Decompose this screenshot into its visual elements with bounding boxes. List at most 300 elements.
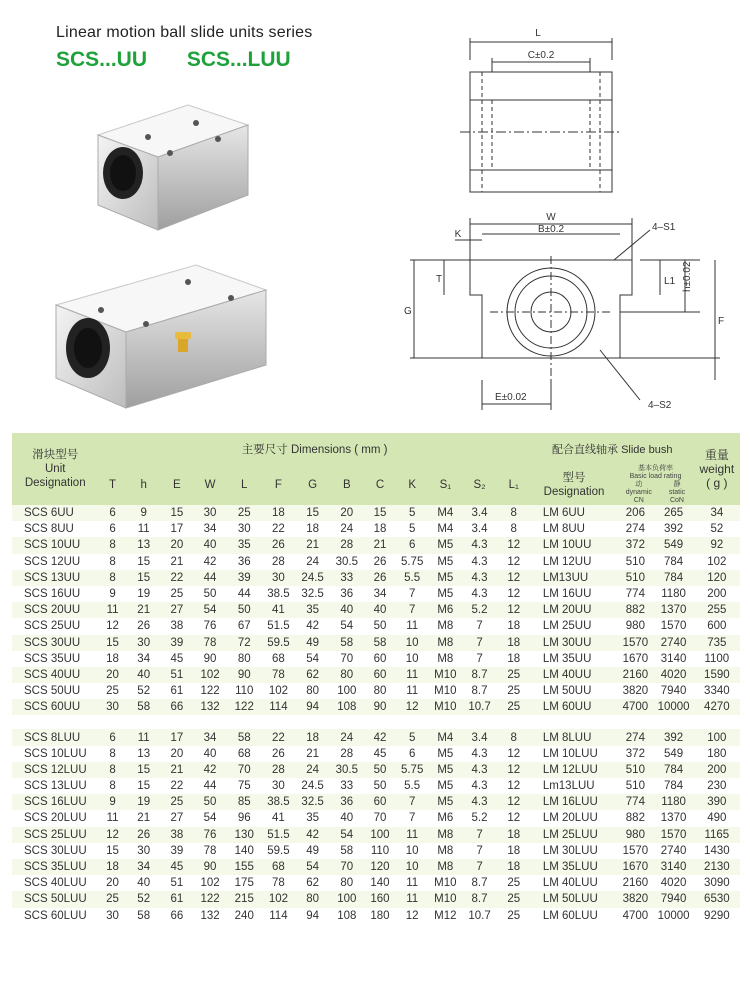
table-cell: 8.7 [462, 891, 496, 907]
label-G: G [404, 306, 412, 317]
table-cell: M8 [437, 844, 454, 857]
table-cell: 34 [137, 652, 151, 665]
table-cell: M6 [428, 602, 462, 618]
table-cell: 12 [405, 909, 419, 922]
table-cell: 6530 [694, 891, 740, 907]
table-cell: 1165 [694, 827, 740, 843]
table-cell: 100 [694, 729, 740, 745]
col-dim-0: T [98, 465, 126, 505]
table-cell: 549 [663, 747, 684, 760]
table-cell: 1570 [617, 635, 653, 651]
table-cell: 26 [261, 537, 295, 553]
table-cell: Lm13LUU [542, 780, 595, 793]
table-cell: 12 [507, 780, 521, 793]
table-cell: 35 [296, 602, 330, 618]
col-dynamic: 动 dynamic CN [625, 481, 652, 504]
table-cell: LM 60UU [531, 699, 617, 715]
table-cell: 7 [476, 620, 483, 633]
table-cell: 11 [406, 685, 419, 698]
table-cell: 4.3 [462, 762, 496, 778]
table-cell: 59.5 [267, 844, 290, 857]
col-slide-bush-header: 配合直线轴承 Slide bush [531, 433, 694, 465]
table-cell: 18 [507, 620, 521, 633]
table-cell: LM 50UU [542, 685, 592, 698]
table-cell: 215 [227, 891, 261, 907]
table-cell: 18 [497, 859, 531, 875]
table-cell: 40 [330, 602, 364, 618]
table-cell: 28 [272, 555, 285, 568]
table-cell: 49 [296, 635, 330, 651]
table-cell: 80 [373, 685, 387, 698]
table-cell: 21 [364, 537, 396, 553]
table-row [12, 505, 740, 521]
table-row [12, 859, 740, 875]
table-cell: 40 [193, 537, 227, 553]
table-cell: 3.4 [462, 729, 496, 745]
table-cell: 11 [127, 729, 161, 745]
table-cell: 108 [337, 909, 357, 922]
table-cell: 51 [161, 667, 193, 683]
table-cell: SCS 10UU [12, 537, 98, 553]
table-cell: 32.5 [296, 794, 330, 810]
table-cell: 10.7 [468, 909, 491, 922]
table-cell: 25 [497, 667, 531, 683]
table-cell: 27 [161, 602, 193, 618]
table-cell: 35 [227, 537, 261, 553]
table-cell: 21 [306, 747, 320, 760]
table-cell: 102 [200, 877, 220, 890]
table-cell: 7 [408, 588, 416, 601]
table-cell: 7940 [653, 891, 693, 907]
table-cell: 3.4 [462, 505, 496, 521]
table-cell: 51.5 [267, 620, 290, 633]
table-cell: 549 [653, 537, 693, 553]
table-row [12, 810, 740, 826]
table-cell: 15 [364, 505, 396, 521]
table-cell: LM 40LUU [542, 877, 598, 890]
table-row [12, 570, 740, 586]
table-cell: 25 [507, 685, 521, 698]
table-cell: SCS 13UU [12, 570, 98, 586]
table-cell: 70 [340, 652, 354, 665]
table-cell: 50 [373, 780, 387, 793]
table-cell: 54 [193, 602, 227, 618]
table-cell: 5.5 [396, 570, 428, 586]
table-cell: M5 [428, 537, 462, 553]
table-cell: 2740 [653, 635, 693, 651]
table-cell: 7 [462, 827, 496, 843]
label-S2: 4–S2 [648, 400, 672, 411]
table-cell: 392 [653, 729, 693, 745]
col-weight: 重量 weight ( g ) [694, 433, 740, 505]
table-cell: 58 [364, 635, 396, 651]
table-cell: 25 [98, 891, 126, 907]
label-C: C±0.2 [527, 50, 555, 61]
table-cell: 120 [694, 570, 740, 586]
table-cell: 15 [296, 505, 330, 521]
table-cell: 11 [406, 877, 419, 890]
table-cell: 94 [306, 909, 320, 922]
table-cell: 80 [306, 685, 320, 698]
table-cell: 108 [330, 699, 364, 715]
table-cell: 774 [617, 794, 653, 810]
table-cell: 10000 [657, 909, 690, 922]
table-cell: 372 [617, 537, 653, 553]
table-cell: 44 [237, 588, 251, 601]
table-cell: M4 [428, 505, 462, 521]
table-cell: 980 [625, 620, 645, 633]
table-cell: 774 [625, 588, 645, 601]
table-cell: LM 10LUU [542, 747, 598, 760]
table-cell: 3140 [653, 859, 693, 875]
table-cell: 3.4 [471, 523, 488, 536]
table-cell: 8 [109, 747, 116, 760]
table-cell: 5.2 [462, 602, 496, 618]
table-cell: M10 [428, 891, 462, 907]
table-cell: 21 [170, 555, 184, 568]
table-cell: 68 [261, 859, 295, 875]
table-cell: 12 [396, 699, 428, 715]
table-cell: SCS 35UU [24, 652, 81, 665]
table-cell: 40 [127, 667, 161, 683]
table-cell: 15 [127, 570, 161, 586]
table-cell: 784 [653, 570, 693, 586]
table-cell: 18 [507, 844, 521, 857]
table-cell: SCS 50UU [24, 685, 81, 698]
table-cell: 132 [200, 909, 220, 922]
table-cell: 980 [617, 827, 653, 843]
table-cell: 30 [193, 505, 227, 521]
table-row [12, 635, 740, 651]
table-cell: 72 [227, 635, 261, 651]
table-cell: M5 [437, 588, 454, 601]
table-cell: 7 [396, 602, 428, 618]
table-cell: SCS 60LUU [24, 909, 87, 922]
table-cell: 7 [462, 859, 496, 875]
label-K: K [454, 229, 462, 240]
table-cell: 10 [396, 635, 428, 651]
table-cell: 25 [106, 685, 119, 698]
table-row [12, 729, 740, 745]
table-cell: 49 [306, 844, 320, 857]
label-L1: L1 [664, 276, 676, 287]
table-cell: 15 [161, 505, 193, 521]
table-cell: 30 [261, 570, 295, 586]
table-cell: 1570 [622, 844, 649, 857]
table-cell: M8 [437, 620, 454, 633]
table-cell: M5 [428, 570, 462, 586]
table-cell: 52 [710, 523, 724, 536]
table-cell: M5 [437, 780, 454, 793]
table-cell: M8 [428, 827, 462, 843]
table-cell: 18 [261, 505, 295, 521]
table-cell: 6 [98, 729, 126, 745]
table-cell: 52 [127, 891, 161, 907]
table-cell: 10 [405, 652, 419, 665]
table-cell: 7 [462, 635, 496, 651]
table-cell: 15 [98, 635, 126, 651]
table-cell: LM 30UU [531, 635, 617, 651]
table-cell: 4020 [660, 877, 687, 890]
table-cell: 39 [161, 635, 193, 651]
table-cell: 255 [694, 602, 740, 618]
product-photo-long [46, 260, 271, 410]
table-cell: 40 [340, 812, 354, 825]
table-cell: 5.75 [400, 555, 424, 568]
table-cell: 13 [127, 537, 161, 553]
table-cell: 85 [227, 794, 261, 810]
table-cell: 40 [364, 602, 396, 618]
table-cell: 90 [227, 667, 261, 683]
table-cell: 12 [507, 747, 521, 760]
table-cell: 25 [497, 699, 531, 715]
col-dim-8: C [364, 465, 396, 505]
table-cell: 12 [497, 762, 531, 778]
table-row [12, 554, 740, 570]
table-cell: 6 [408, 747, 416, 760]
table-cell: 40 [203, 747, 217, 760]
table-cell: 100 [337, 685, 357, 698]
table-cell: 78 [272, 877, 285, 890]
table-cell: 130 [227, 827, 261, 843]
table-cell: 58 [137, 909, 151, 922]
table-cell: 45 [161, 859, 193, 875]
table-cell: 78 [261, 667, 295, 683]
table-cell: 18 [306, 523, 320, 536]
table-cell: SCS 10LUU [24, 747, 87, 760]
table-cell: 19 [137, 588, 151, 601]
table-cell: 4.3 [471, 588, 488, 601]
table-cell: 67 [237, 620, 251, 633]
table-cell: 94 [296, 699, 330, 715]
table-row [12, 667, 740, 683]
group-uu-rows [12, 505, 740, 715]
table-cell: M10 [434, 877, 457, 890]
table-cell: 8.7 [471, 877, 488, 890]
table-cell: SCS 35LUU [12, 859, 98, 875]
table-cell: 70 [227, 762, 261, 778]
table-cell: 60 [364, 794, 396, 810]
table-cell: 274 [625, 523, 645, 536]
table-cell: 70 [330, 859, 364, 875]
table-cell: SCS 30LUU [24, 844, 87, 857]
table-cell: 50 [193, 794, 227, 810]
label-W: W [546, 212, 556, 223]
table-cell: 122 [227, 699, 261, 715]
table-cell: 5 [396, 505, 428, 521]
table-cell: M5 [428, 794, 462, 810]
table-cell: 36 [237, 555, 251, 568]
table-cell: 76 [193, 827, 227, 843]
table-cell: 8 [109, 780, 116, 793]
table-cell: 30.5 [330, 762, 364, 778]
table-cell: 50 [227, 602, 261, 618]
table-cell: SCS 12UU [24, 555, 81, 568]
table-row [12, 778, 740, 794]
label-E: E±0.02 [495, 392, 527, 403]
table-cell: 25 [161, 794, 193, 810]
table-cell: 30 [237, 523, 251, 536]
table-cell: 42 [364, 729, 396, 745]
table-cell: 6 [98, 505, 126, 521]
table-cell: 38.5 [261, 794, 295, 810]
table-cell: 61 [170, 685, 184, 698]
table-cell: LM 25LUU [531, 827, 617, 843]
table-cell: 4.3 [471, 747, 488, 760]
table-cell: 90 [364, 699, 396, 715]
table-cell: 34 [193, 729, 227, 745]
table-row [12, 683, 740, 699]
table-cell: M5 [437, 747, 454, 760]
table-cell: 25 [170, 588, 184, 601]
table-cell: 76 [203, 620, 217, 633]
label-S1: 4–S1 [652, 222, 676, 233]
table-cell: 20 [106, 877, 119, 890]
table-cell: 92 [694, 537, 740, 553]
table-cell: 25 [227, 505, 261, 521]
table-cell: 90 [193, 859, 227, 875]
table-cell: 17 [161, 729, 193, 745]
table-cell: LM 8LUU [531, 729, 617, 745]
table-cell: 160 [364, 891, 396, 907]
table-cell: 90 [203, 652, 217, 665]
table-cell: 21 [127, 602, 161, 618]
table-row [12, 651, 740, 667]
table-cell: SCS 40LUU [24, 877, 87, 890]
spec-table [12, 433, 740, 924]
table-cell: 8.7 [462, 667, 496, 683]
table-cell: SCS 50LUU [12, 891, 98, 907]
table-cell: SCS 40UU [12, 667, 98, 683]
table-cell: 200 [694, 762, 740, 778]
table-cell: 8.7 [471, 685, 488, 698]
table-cell: 12 [497, 570, 531, 586]
table-cell: 9 [109, 588, 116, 601]
table-cell: 24.5 [301, 780, 324, 793]
table-cell: 6 [109, 523, 116, 536]
table-cell: 33 [340, 780, 354, 793]
table-cell: 45 [373, 747, 387, 760]
table-cell: 15 [127, 762, 161, 778]
table-cell: 22 [272, 523, 285, 536]
table-cell: 20 [330, 505, 364, 521]
col-dim-10: S₁ [428, 465, 462, 505]
table-cell: 24 [330, 729, 364, 745]
table-cell: 30 [272, 780, 285, 793]
table-cell: 102 [707, 555, 727, 568]
table-cell: 132 [193, 699, 227, 715]
table-cell: 21 [296, 537, 330, 553]
table-cell: 17 [170, 523, 184, 536]
table-cell: 10000 [653, 699, 693, 715]
col-dim-12: L₁ [497, 465, 531, 505]
table-cell: LM 25UU [542, 620, 592, 633]
product-photo-short [88, 95, 258, 235]
table-cell: 1590 [694, 667, 740, 683]
table-cell: 206 [617, 505, 653, 521]
table-cell: 8 [98, 570, 126, 586]
table-cell: 28 [340, 747, 354, 760]
table-cell: LM 30LUU [542, 844, 598, 857]
table-cell: 36 [340, 588, 354, 601]
table-cell: 784 [653, 762, 693, 778]
table-cell: 78 [203, 844, 217, 857]
table-cell: 12 [98, 827, 126, 843]
table-cell: M5 [437, 555, 454, 568]
label-T: T [436, 274, 443, 285]
table-cell: 7 [476, 844, 483, 857]
table-cell: 390 [694, 794, 740, 810]
table-cell: 200 [707, 588, 727, 601]
table-cell: LM13UU [531, 570, 617, 586]
table-cell: 15 [106, 844, 119, 857]
label-h: h±0.02 [682, 261, 693, 292]
table-cell: 66 [170, 909, 184, 922]
table-cell: M10 [428, 667, 462, 683]
table-cell: 62 [306, 877, 320, 890]
table-cell: 882 [625, 812, 645, 825]
table-cell: 52 [137, 685, 151, 698]
table-cell: 44 [193, 570, 227, 586]
table-cell: 30.5 [335, 555, 358, 568]
table-row [12, 794, 740, 810]
table-cell: 30 [98, 699, 126, 715]
table-cell: 38 [161, 827, 193, 843]
table-cell: 58 [127, 699, 161, 715]
table-cell: 39 [170, 844, 184, 857]
table-cell: 24.5 [296, 570, 330, 586]
table-cell: LM 8UU [542, 523, 585, 536]
table-cell: 24 [296, 762, 330, 778]
table-cell: SCS 12LUU [12, 762, 98, 778]
table-cell: 11 [396, 667, 428, 683]
table-cell: 175 [234, 877, 254, 890]
table-cell: 12 [497, 794, 531, 810]
table-cell: 6 [396, 537, 428, 553]
table-cell: SCS 8LUU [12, 729, 98, 745]
table-cell: 392 [663, 523, 684, 536]
series-title: Linear motion ball slide units series [56, 24, 313, 41]
table-cell: SCS 60UU [12, 699, 98, 715]
table-cell: 5.2 [471, 812, 488, 825]
col-dim-7: B [330, 465, 364, 505]
table-cell: 1670 [622, 652, 649, 665]
table-cell: LM 60LUU [542, 909, 598, 922]
table-cell: 7 [396, 794, 428, 810]
table-cell: 40 [137, 877, 151, 890]
table-cell: 18 [106, 652, 119, 665]
table-cell: 13 [137, 747, 151, 760]
table-cell: 50 [203, 588, 217, 601]
table-cell: 35 [306, 812, 320, 825]
table-cell: 62 [296, 667, 330, 683]
table-cell: 25 [507, 877, 521, 890]
table-cell: M12 [434, 909, 457, 922]
code-luu: SCS...LUU [186, 48, 291, 71]
table-cell: 20 [161, 537, 193, 553]
table-cell: 1570 [660, 620, 687, 633]
table-cell: 510 [625, 780, 645, 793]
table-cell: 9290 [704, 909, 730, 922]
table-cell: 33 [330, 570, 364, 586]
table-cell: 34 [373, 588, 387, 601]
table-cell: 4.3 [471, 780, 488, 793]
table-cell: 100 [330, 891, 364, 907]
table-cell: 8 [98, 762, 126, 778]
table-cell: 1180 [661, 588, 686, 601]
table-cell: 54 [330, 827, 364, 843]
table-cell: 42 [203, 555, 217, 568]
